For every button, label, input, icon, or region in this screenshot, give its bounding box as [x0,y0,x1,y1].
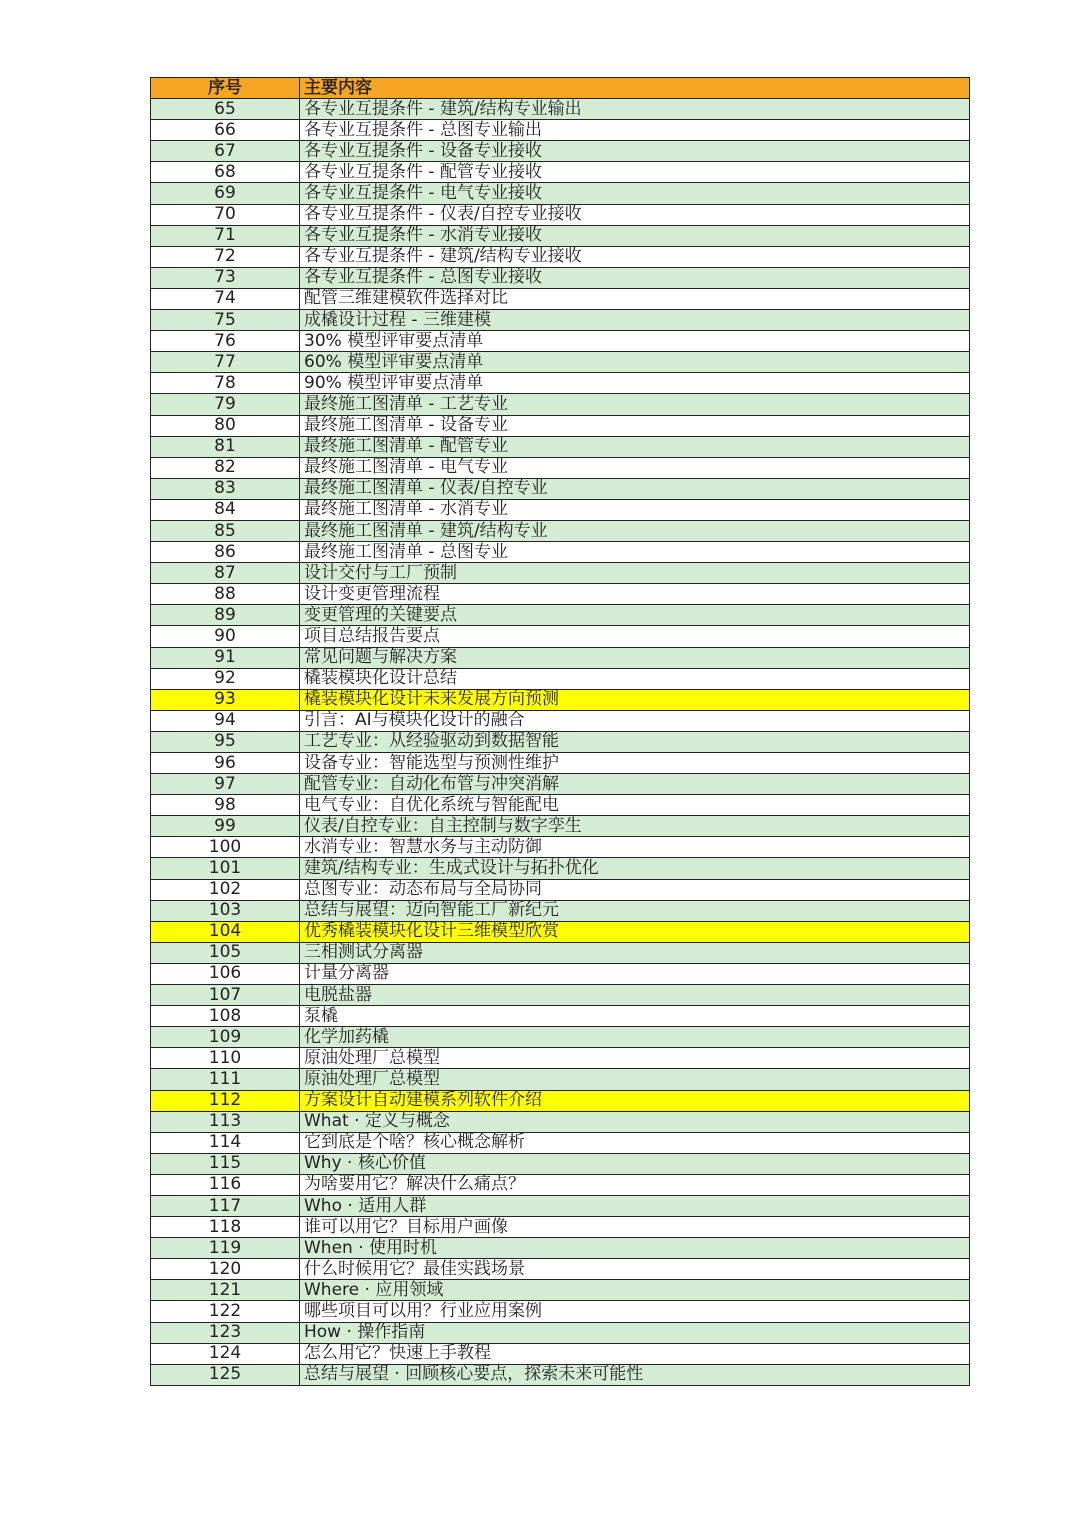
table-row [151,141,970,162]
row-content-cell: 原油处理厂总模型 [300,1048,970,1069]
row-content-cell: 哪些项目可以用？行业应用案例 [300,1301,970,1322]
table-row [151,1322,970,1343]
table-row [151,520,970,541]
table-row [151,373,970,394]
row-content-cell: Where · 应用领域 [300,1280,970,1301]
row-number-cell: 103 [151,900,300,921]
row-content-cell: 最终施工图清单 - 水消专业 [300,499,970,520]
row-content-cell: 各专业互提条件 - 总图专业接收 [300,267,970,288]
table-row [151,1132,970,1153]
row-number-cell: 72 [151,246,300,267]
row-content-cell: 怎么用它？快速上手教程 [300,1343,970,1364]
table-row [151,753,970,774]
row-content-cell: What · 定义与概念 [300,1111,970,1132]
row-number-cell: 82 [151,457,300,478]
table-row [151,1280,970,1301]
row-content-cell: 工艺专业：从经验驱动到数据智能 [300,731,970,752]
row-number-cell: 84 [151,499,300,520]
row-content-cell: 总结与展望 · 回顾核心要点，探索未来可能性 [300,1364,970,1385]
row-content-cell: 最终施工图清单 - 仪表/自控专业 [300,478,970,499]
row-content-cell: How · 操作指南 [300,1322,970,1343]
table-row [151,710,970,731]
row-number-cell: 119 [151,1238,300,1259]
row-content-cell: 各专业互提条件 - 配管专业接收 [300,162,970,183]
row-number-cell: 85 [151,520,300,541]
row-number-cell: 95 [151,731,300,752]
table-row [151,1174,970,1195]
row-content-cell: 泵橇 [300,1006,970,1027]
row-number-cell: 89 [151,605,300,626]
table-row [151,879,970,900]
row-number-cell: 93 [151,689,300,710]
row-content-cell: 橇装模块化设计总结 [300,668,970,689]
content-table [150,77,970,1386]
row-number-cell: 114 [151,1132,300,1153]
table-row [151,1027,970,1048]
table-row [151,921,970,942]
table-row [151,457,970,478]
row-content-cell: Who · 适用人群 [300,1195,970,1216]
row-content-cell: 方案设计自动建模系列软件介绍 [300,1090,970,1111]
table-row [151,837,970,858]
row-number-cell: 96 [151,753,300,774]
row-number-cell: 91 [151,647,300,668]
table-row [151,858,970,879]
row-content-cell: 配管三维建模软件选择对比 [300,288,970,309]
table-row [151,415,970,436]
table-row [151,204,970,225]
table-row [151,1238,970,1259]
row-number-cell: 66 [151,120,300,141]
row-content-cell: 最终施工图清单 - 设备专业 [300,415,970,436]
table-row [151,1195,970,1216]
table-row [151,605,970,626]
row-number-cell: 68 [151,162,300,183]
row-content-cell: 项目总结报告要点 [300,626,970,647]
row-content-cell: Why · 核心价值 [300,1153,970,1174]
row-number-cell: 71 [151,225,300,246]
row-number-cell: 90 [151,626,300,647]
table-row [151,1048,970,1069]
row-content-cell: 为啥要用它？解决什么痛点？ [300,1174,970,1195]
row-number-cell: 67 [151,141,300,162]
table-row [151,1301,970,1322]
row-number-cell: 105 [151,942,300,963]
row-number-cell: 101 [151,858,300,879]
table-row [151,352,970,373]
table-row [151,816,970,837]
table-row [151,478,970,499]
row-content-cell: 各专业互提条件 - 水消专业接收 [300,225,970,246]
header-row [151,78,970,99]
row-number-cell: 97 [151,774,300,795]
table-row [151,120,970,141]
table-row [151,774,970,795]
table-row [151,563,970,584]
table-row [151,162,970,183]
row-number-cell: 123 [151,1322,300,1343]
row-number-cell: 121 [151,1280,300,1301]
row-content-cell: 仪表/自控专业：自主控制与数字孪生 [300,816,970,837]
row-content-cell: 90% 模型评审要点清单 [300,373,970,394]
header-main-content: 主要内容 [300,78,970,99]
row-content-cell: 计量分离器 [300,963,970,984]
row-content-cell: 60% 模型评审要点清单 [300,352,970,373]
row-content-cell: 橇装模块化设计未来发展方向预测 [300,689,970,710]
row-content-cell: 水消专业：智慧水务与主动防御 [300,837,970,858]
table-row [151,331,970,352]
row-number-cell: 87 [151,563,300,584]
table-row [151,542,970,563]
row-content-cell: 最终施工图清单 - 建筑/结构专业 [300,520,970,541]
row-content-cell: 优秀橇装模块化设计三维模型欣赏 [300,921,970,942]
row-content-cell: 最终施工图清单 - 工艺专业 [300,394,970,415]
table-row [151,288,970,309]
row-number-cell: 104 [151,921,300,942]
row-content-cell: 建筑/结构专业：生成式设计与拓扑优化 [300,858,970,879]
row-number-cell: 98 [151,795,300,816]
row-number-cell: 108 [151,1006,300,1027]
row-number-cell: 79 [151,394,300,415]
table-row [151,795,970,816]
table-row [151,985,970,1006]
row-number-cell: 106 [151,963,300,984]
row-number-cell: 80 [151,415,300,436]
table-row [151,246,970,267]
row-number-cell: 124 [151,1343,300,1364]
row-content-cell: 各专业互提条件 - 总图专业输出 [300,120,970,141]
row-number-cell: 92 [151,668,300,689]
row-number-cell: 83 [151,478,300,499]
row-content-cell: 各专业互提条件 - 电气专业接收 [300,183,970,204]
table-row [151,1259,970,1280]
row-number-cell: 110 [151,1048,300,1069]
row-number-cell: 109 [151,1027,300,1048]
row-content-cell: 各专业互提条件 - 建筑/结构专业输出 [300,99,970,120]
row-number-cell: 65 [151,99,300,120]
table-row [151,942,970,963]
table-row [151,225,970,246]
table-row [151,1090,970,1111]
row-number-cell: 116 [151,1174,300,1195]
row-number-cell: 70 [151,204,300,225]
table-row [151,99,970,120]
row-number-cell: 69 [151,183,300,204]
row-number-cell: 112 [151,1090,300,1111]
table-row [151,183,970,204]
row-number-cell: 117 [151,1195,300,1216]
table-row [151,436,970,457]
row-content-cell: 配管专业：自动化布管与冲突消解 [300,774,970,795]
row-content-cell: 各专业互提条件 - 仪表/自控专业接收 [300,204,970,225]
row-number-cell: 78 [151,373,300,394]
row-content-cell: 总结与展望：迈向智能工厂新纪元 [300,900,970,921]
table-row [151,1343,970,1364]
table-row [151,900,970,921]
row-number-cell: 88 [151,584,300,605]
table-row [151,1069,970,1090]
row-content-cell: 它到底是个啥？核心概念解析 [300,1132,970,1153]
row-content-cell: 什么时候用它？最佳实践场景 [300,1259,970,1280]
table-row [151,626,970,647]
row-content-cell: 总图专业：动态布局与全局协同 [300,879,970,900]
row-number-cell: 118 [151,1217,300,1238]
row-content-cell: 成橇设计过程 - 三维建模 [300,310,970,331]
table-row [151,689,970,710]
table-row [151,267,970,288]
row-content-cell: When · 使用时机 [300,1238,970,1259]
row-number-cell: 76 [151,331,300,352]
row-number-cell: 94 [151,710,300,731]
table-row [151,1111,970,1132]
row-number-cell: 81 [151,436,300,457]
row-content-cell: 各专业互提条件 - 建筑/结构专业接收 [300,246,970,267]
row-content-cell: 设计变更管理流程 [300,584,970,605]
row-number-cell: 102 [151,879,300,900]
row-number-cell: 120 [151,1259,300,1280]
row-content-cell: 原油处理厂总模型 [300,1069,970,1090]
table-row [151,963,970,984]
row-content-cell: 变更管理的关键要点 [300,605,970,626]
table-row [151,499,970,520]
row-number-cell: 73 [151,267,300,288]
table-row [151,584,970,605]
row-content-cell: 各专业互提条件 - 设备专业接收 [300,141,970,162]
row-content-cell: 谁可以用它？目标用户画像 [300,1217,970,1238]
row-content-cell: 化学加药橇 [300,1027,970,1048]
row-content-cell: 设计交付与工厂预制 [300,563,970,584]
row-number-cell: 113 [151,1111,300,1132]
row-number-cell: 99 [151,816,300,837]
row-content-cell: 设备专业：智能选型与预测性维护 [300,753,970,774]
table-row [151,647,970,668]
row-number-cell: 111 [151,1069,300,1090]
table-row [151,1006,970,1027]
row-content-cell: 最终施工图清单 - 总图专业 [300,542,970,563]
row-content-cell: 30% 模型评审要点清单 [300,331,970,352]
row-number-cell: 100 [151,837,300,858]
row-content-cell: 电气专业：自优化系统与智能配电 [300,795,970,816]
row-number-cell: 107 [151,985,300,1006]
table-row [151,1217,970,1238]
table-row [151,731,970,752]
table-row [151,310,970,331]
row-number-cell: 86 [151,542,300,563]
row-number-cell: 74 [151,288,300,309]
table-row [151,394,970,415]
table-row [151,668,970,689]
row-content-cell: 三相测试分离器 [300,942,970,963]
header-serial-number: 序号 [151,78,300,99]
row-number-cell: 115 [151,1153,300,1174]
row-number-cell: 122 [151,1301,300,1322]
row-content-cell: 引言：AI与模块化设计的融合 [300,710,970,731]
table-row [151,1153,970,1174]
row-content-cell: 最终施工图清单 - 电气专业 [300,457,970,478]
row-number-cell: 77 [151,352,300,373]
row-content-cell: 最终施工图清单 - 配管专业 [300,436,970,457]
row-number-cell: 75 [151,310,300,331]
row-number-cell: 125 [151,1364,300,1385]
table-row [151,1364,970,1385]
row-content-cell: 电脱盐器 [300,985,970,1006]
row-content-cell: 常见问题与解决方案 [300,647,970,668]
